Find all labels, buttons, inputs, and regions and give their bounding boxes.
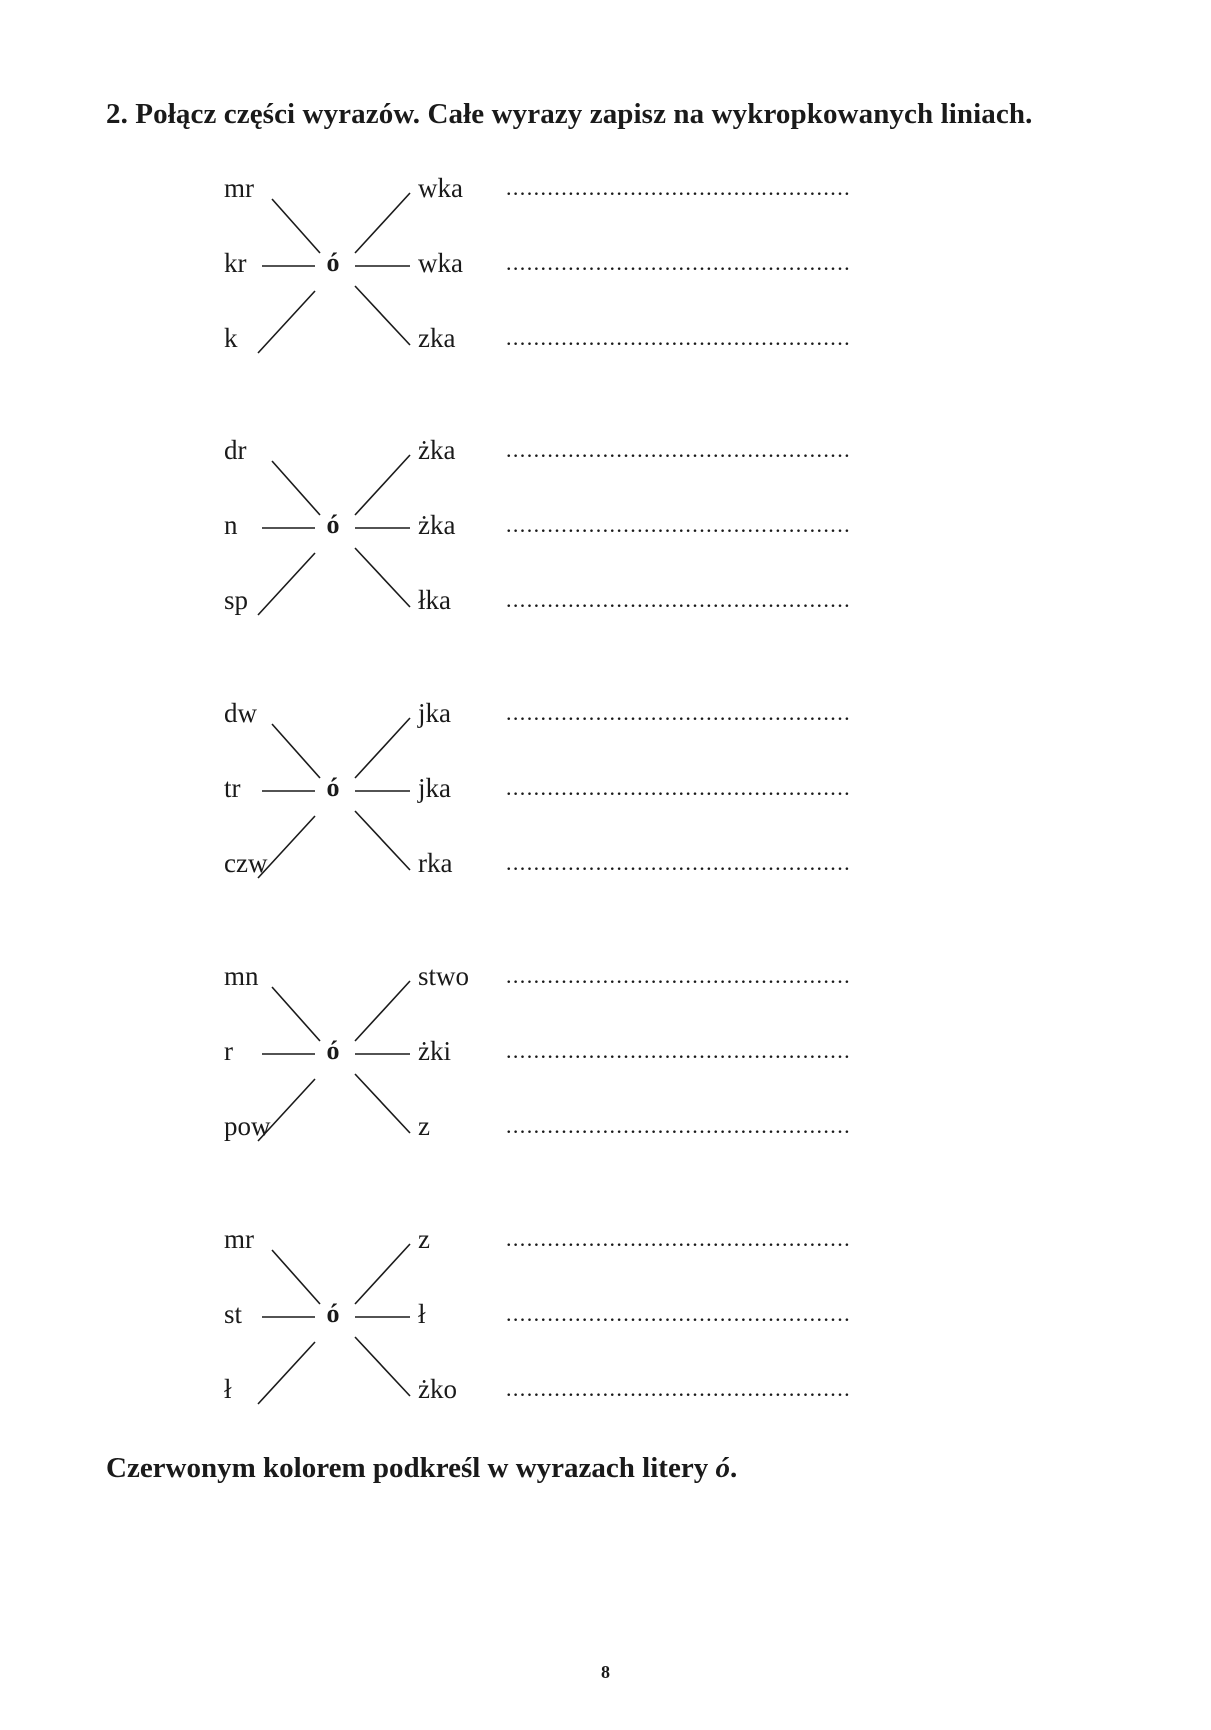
left-fragment: n — [224, 510, 238, 540]
right-fragment: żko — [418, 1374, 457, 1404]
center-letter: ó — [326, 1036, 340, 1065]
answer-line[interactable]: .................................................. — [506, 1378, 851, 1400]
answer-line[interactable]: .................................................. — [506, 777, 851, 799]
right-fragment: żka — [418, 510, 456, 540]
word-group — [0, 425, 1211, 625]
connector-line[interactable] — [355, 718, 410, 778]
right-fragment: rka — [418, 848, 453, 878]
connector-line[interactable] — [355, 286, 410, 345]
answer-line[interactable]: .................................................. — [506, 439, 851, 461]
center-letter: ó — [326, 510, 340, 539]
left-fragment: dw — [224, 698, 257, 728]
left-fragment: czw — [224, 848, 268, 878]
word-group — [0, 688, 1211, 888]
connector-line[interactable] — [355, 1337, 410, 1396]
connector-line[interactable] — [258, 291, 315, 353]
right-fragment: jka — [418, 698, 451, 728]
answer-line[interactable]: .................................................. — [506, 177, 851, 199]
right-fragment: stwo — [418, 961, 470, 991]
left-fragment: pow — [224, 1111, 271, 1141]
connector-line[interactable] — [272, 461, 320, 515]
left-fragment: mr — [224, 173, 254, 203]
connector-line[interactable] — [258, 553, 315, 615]
word-group — [0, 163, 1211, 363]
answer-line[interactable]: .................................................. — [506, 1040, 851, 1062]
center-letter: ó — [326, 248, 340, 277]
answer-line[interactable]: .................................................. — [506, 1228, 851, 1250]
connector-line[interactable] — [355, 1244, 410, 1304]
answer-line[interactable]: .................................................. — [506, 514, 851, 536]
left-fragment: k — [224, 323, 238, 353]
connector-line[interactable] — [272, 724, 320, 778]
left-fragment: tr — [224, 773, 241, 803]
center-letter: ó — [326, 1299, 340, 1328]
right-fragment: z — [418, 1111, 430, 1141]
answer-line[interactable]: .................................................. — [506, 852, 851, 874]
connector-line[interactable] — [258, 1342, 315, 1404]
exercise-title: 2. Połącz części wyrazów. Całe wyrazy zapisz na wykropkowanych liniach. — [106, 98, 1033, 130]
page-number: 8 — [601, 1662, 610, 1682]
right-fragment: ł — [418, 1299, 426, 1329]
left-fragment: st — [224, 1299, 243, 1329]
left-fragment: sp — [224, 585, 249, 615]
instruction-prefix: Czerwonym kolorem podkreśl w wyrazach litery — [106, 1452, 716, 1484]
connector-line[interactable] — [272, 199, 320, 253]
word-group — [0, 951, 1211, 1151]
answer-line[interactable]: .................................................. — [506, 1303, 851, 1325]
answer-line[interactable]: .................................................. — [506, 252, 851, 274]
right-fragment: zka — [418, 323, 456, 353]
right-fragment: wka — [418, 248, 463, 278]
word-group — [0, 1214, 1211, 1414]
connector-line[interactable] — [355, 455, 410, 515]
connector-line[interactable] — [272, 1250, 320, 1304]
answer-line[interactable]: .................................................. — [506, 327, 851, 349]
center-letter: ó — [326, 773, 340, 802]
instruction-letter: ó — [715, 1452, 730, 1484]
right-fragment: wka — [418, 173, 463, 203]
right-fragment: łka — [418, 585, 451, 615]
answer-line[interactable]: .................................................. — [506, 589, 851, 611]
connector-line[interactable] — [355, 1074, 410, 1133]
left-fragment: mr — [224, 1224, 254, 1254]
answer-line[interactable]: .................................................. — [506, 702, 851, 724]
left-fragment: dr — [224, 435, 247, 465]
connector-line[interactable] — [355, 193, 410, 253]
connector-line[interactable] — [355, 548, 410, 607]
right-fragment: jka — [418, 773, 451, 803]
connector-line[interactable] — [272, 987, 320, 1041]
instruction — [106, 1452, 737, 1485]
connector-line[interactable] — [355, 811, 410, 870]
right-fragment: z — [418, 1224, 430, 1254]
answer-line[interactable]: .................................................. — [506, 1115, 851, 1137]
right-fragment: żki — [418, 1036, 451, 1066]
left-fragment: r — [224, 1036, 233, 1066]
left-fragment: mn — [224, 961, 259, 991]
right-fragment: żka — [418, 435, 456, 465]
left-fragment: ł — [224, 1374, 232, 1404]
connector-line[interactable] — [355, 981, 410, 1041]
instruction-suffix: . — [729, 1452, 738, 1484]
left-fragment: kr — [224, 248, 247, 278]
answer-line[interactable]: .................................................. — [506, 965, 851, 987]
